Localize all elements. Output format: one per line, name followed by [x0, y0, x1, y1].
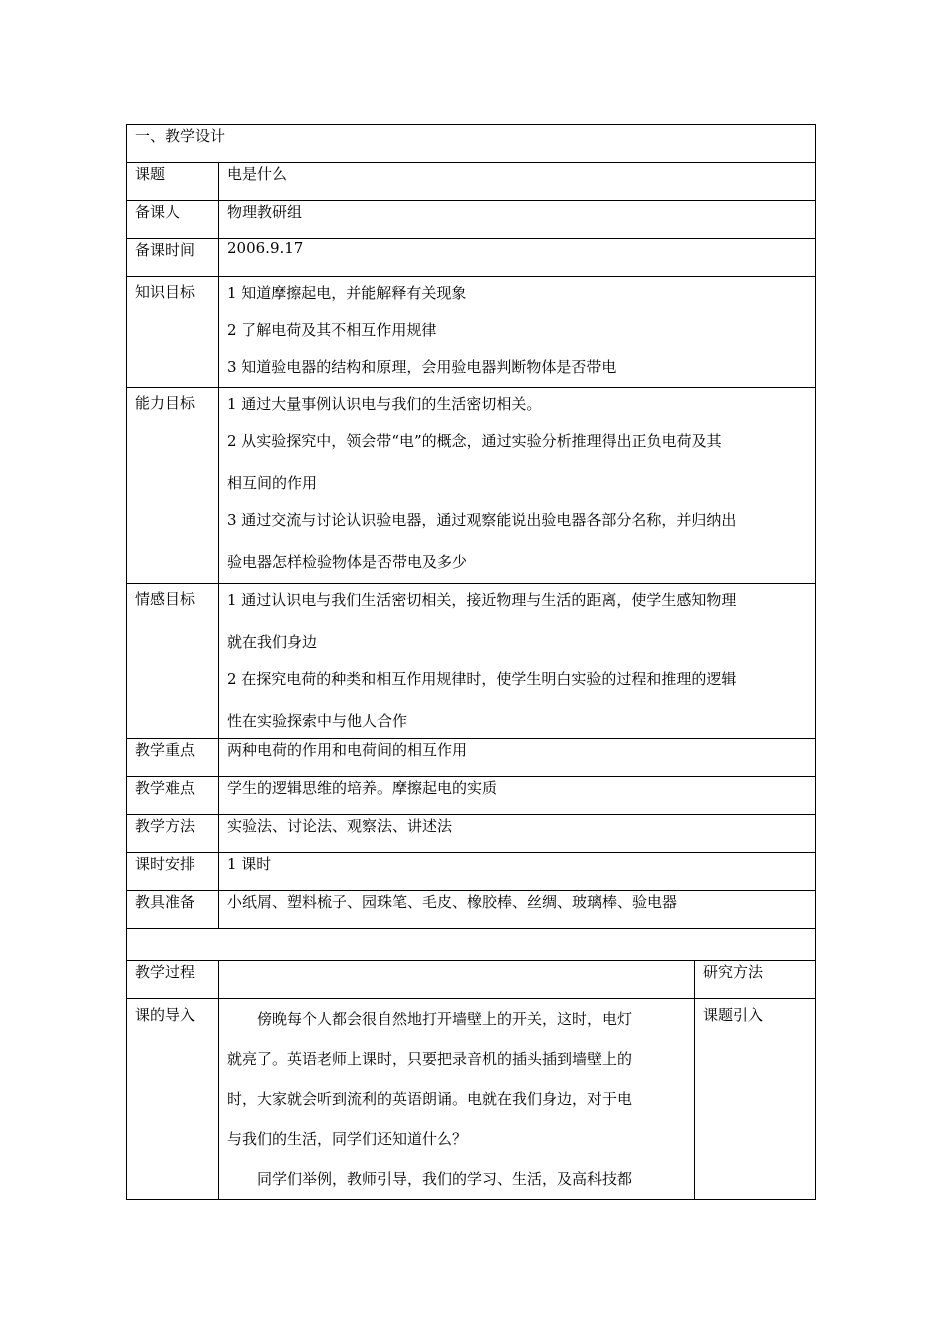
emotion-item-2-line-2: 性在实验探索中与他人合作 — [227, 712, 408, 730]
ability-item-1: 1 通过大量事例认识电与我们的生活密切相关。 — [227, 395, 542, 413]
topic-row — [127, 163, 816, 201]
method-label: 教学方法 — [127, 815, 219, 853]
ability-row — [127, 388, 816, 584]
ability-item-3-line-2: 验电器怎样检验物体是否带电及多少 — [227, 553, 468, 571]
equipment-row — [127, 891, 816, 929]
key-point-row — [127, 739, 816, 777]
knowledge-item-3: 3 知道验电器的结构和原理，会用验电器判断物体是否带电 — [227, 358, 617, 376]
prep-time-row — [127, 239, 816, 277]
ability-item-2-line-1: 2 从实验探究中，领会带“电”的概念，通过实验分析推理得出正负电荷及其 — [227, 432, 722, 450]
ability-label: 能力目标 — [127, 388, 219, 584]
preparer-label: 备课人 — [127, 201, 219, 239]
equipment-label: 教具准备 — [127, 891, 219, 929]
emotion-item-1-line-1: 1 通过认识电与我们生活密切相关，接近物理与生活的距离，使学生感知物理 — [227, 591, 737, 609]
research-method-header: 研究方法 — [695, 961, 816, 999]
prep-time-label: 备课时间 — [127, 239, 219, 277]
key-point-label: 教学重点 — [127, 739, 219, 777]
preparer-value: 物理教研组 — [219, 201, 816, 239]
difficulty-row — [127, 777, 816, 815]
ability-item-2-line-2: 相互间的作用 — [227, 474, 318, 492]
intro-line-1: 傍晚每个人都会很自然地打开墙壁上的开关，这时，电灯 — [257, 1010, 633, 1028]
knowledge-item-2: 2 了解电荷及其不相互作用规律 — [227, 321, 437, 339]
intro-line-3: 时，大家就会听到流利的英语朗诵。电就在我们身边，对于电 — [227, 1090, 633, 1108]
process-label: 教学过程 — [127, 961, 219, 999]
blank-cell — [127, 929, 816, 961]
method-row — [127, 815, 816, 853]
schedule-row — [127, 853, 816, 891]
topic-label: 课题 — [127, 163, 219, 201]
difficulty-label: 教学难点 — [127, 777, 219, 815]
process-header-row — [127, 961, 816, 999]
ability-item-3-line-1: 3 通过交流与讨论认识验电器，通过观察能说出验电器各部分名称，并归纳出 — [227, 511, 737, 529]
emotion-label: 情感目标 — [127, 584, 219, 739]
schedule-label: 课时安排 — [127, 853, 219, 891]
difficulty-value: 学生的逻辑思维的培养。摩擦起电的实质 — [219, 777, 816, 815]
knowledge-row — [127, 277, 816, 388]
emotion-item-2-line-1: 2 在探究电荷的种类和相互作用规律时，使学生明白实验的过程和推理的逻辑 — [227, 670, 737, 688]
process-content-header — [219, 961, 695, 999]
intro-line-2: 就亮了。英语老师上课时，只要把录音机的插头插到墙壁上的 — [227, 1050, 633, 1068]
intro-label: 课的导入 — [127, 999, 219, 1200]
knowledge-label: 知识目标 — [127, 277, 219, 388]
method-value: 实验法、讨论法、观察法、讲述法 — [219, 815, 816, 853]
section-title: 一、教学设计 — [127, 125, 816, 163]
equipment-value: 小纸屑、塑料梳子、园珠笔、毛皮、橡胶棒、丝绸、玻璃棒、验电器 — [219, 891, 816, 929]
prep-time-value: 2006.9.17 — [219, 239, 816, 277]
emotion-row — [127, 584, 816, 739]
knowledge-item-1: 1 知道摩擦起电，并能解释有关现象 — [227, 284, 467, 302]
topic-value: 电是什么 — [219, 163, 816, 201]
preparer-row — [127, 201, 816, 239]
intro-line-4: 与我们的生活，同学们还知道什么？ — [227, 1130, 468, 1148]
intro-row — [127, 999, 816, 1200]
emotion-item-1-line-2: 就在我们身边 — [227, 633, 318, 651]
schedule-value: 1 课时 — [219, 853, 816, 891]
intro-line-5: 同学们举例，教师引导，我们的学习、生活，及高科技都 — [257, 1170, 633, 1188]
key-point-value: 两种电荷的作用和电荷间的相互作用 — [219, 739, 816, 777]
lesson-plan-table — [126, 124, 816, 1200]
intro-method: 课题引入 — [695, 999, 816, 1200]
blank-row — [127, 929, 816, 961]
